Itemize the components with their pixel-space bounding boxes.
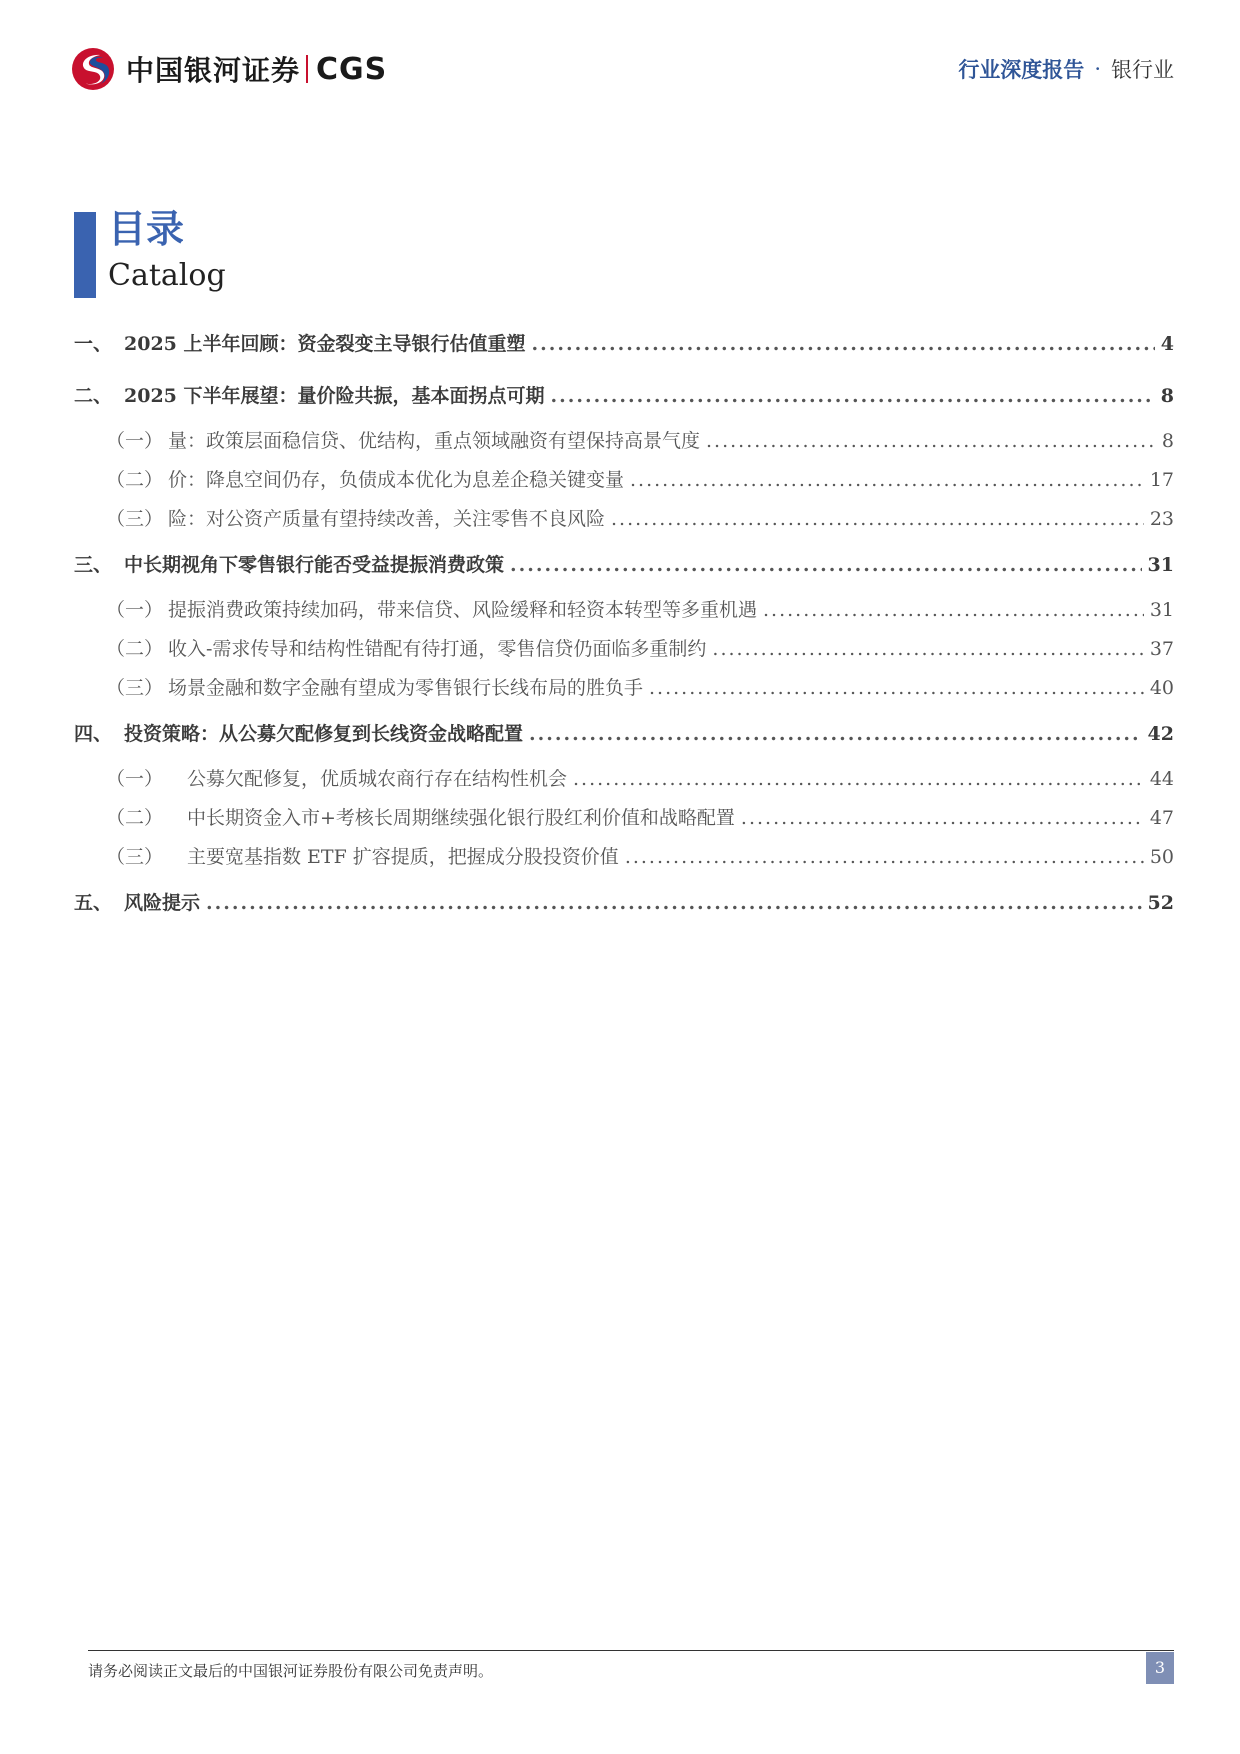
toc-subsection[interactable] (74, 799, 1174, 838)
toc-subsection[interactable] (74, 630, 1174, 669)
cgs-logo-icon (70, 46, 116, 92)
toc-entry-page: 8 (1160, 385, 1174, 407)
page-number: 3 (1146, 1652, 1174, 1684)
toc-leader-dots (706, 422, 1156, 461)
catalog-accent-bar (74, 212, 96, 298)
toc-leader-dots (573, 760, 1144, 799)
toc-entry-title: 公募欠配修复，优质城农商行存在结构性机会 (168, 768, 568, 790)
toc-leader-dots (551, 370, 1155, 422)
toc-entry-page: 44 (1149, 768, 1174, 790)
toc-leader-dots (611, 500, 1144, 539)
toc-leader-dots (510, 539, 1142, 591)
toc-entry-title: 2025 下半年展望：量价险共振，基本面拐点可期 (124, 385, 545, 407)
toc-entry-number: （一） (106, 599, 164, 621)
toc-entry-title: 量：政策层面稳信贷、优结构，重点领域融资有望保持高景气度 (168, 430, 701, 452)
toc-entry-page: 47 (1149, 807, 1174, 829)
toc-entry-page: 42 (1147, 723, 1174, 745)
toc-entry-number: （三） (106, 677, 164, 699)
toc-entry-number: （二） (106, 469, 164, 491)
toc-section[interactable] (74, 318, 1174, 370)
catalog-title-en: Catalog (108, 258, 226, 293)
toc-entry-title: 收入-需求传导和结构性错配有待打通，零售信贷仍面临多重制约 (168, 638, 707, 660)
toc-entry-page: 31 (1149, 599, 1174, 621)
toc-leader-dots (625, 838, 1144, 877)
toc-entry-page: 23 (1149, 508, 1174, 530)
toc-section[interactable] (74, 539, 1174, 591)
toc-leader-dots (741, 799, 1144, 838)
footer-divider (88, 1650, 1174, 1651)
catalog-title-cn: 目录 (108, 206, 185, 251)
toc-entry-number: 四、 (74, 723, 113, 745)
toc-entry-number: 五、 (74, 892, 113, 914)
logo-separator (306, 55, 308, 83)
toc-entry-page: 50 (1149, 846, 1174, 868)
page-header (70, 44, 1174, 94)
toc-entry-number: 一、 (74, 333, 113, 355)
report-type-label: 行业深度报告 (958, 57, 1085, 82)
toc-entry-page: 37 (1149, 638, 1174, 660)
toc-entry-number: 二、 (74, 385, 113, 407)
table-of-contents (74, 318, 1174, 929)
toc-entry-title: 中长期资金入市+考核长周期继续强化银行股红利价值和战略配置 (168, 807, 735, 829)
toc-entry-page: 8 (1161, 430, 1174, 452)
logo-chinese-name: 中国银河证券 (126, 54, 301, 87)
toc-leader-dots (206, 877, 1142, 929)
toc-leader-dots (763, 591, 1144, 630)
toc-entry-number: （一） (106, 430, 164, 452)
toc-entry-number: （一） (106, 768, 164, 790)
toc-leader-dots (630, 461, 1144, 500)
toc-entry-number: 三、 (74, 554, 113, 576)
toc-entry-title: 2025 上半年回顾：资金裂变主导银行估值重塑 (124, 333, 526, 355)
toc-entry-title: 提振消费政策持续加码，带来信贷、风险缓释和轻资本转型等多重机遇 (168, 599, 758, 621)
toc-entry-title: 险：对公资产质量有望持续改善，关注零售不良风险 (168, 508, 606, 530)
toc-entry-number: （三） (106, 508, 164, 530)
toc-leader-dots (532, 318, 1155, 370)
toc-section[interactable] (74, 708, 1174, 760)
toc-subsection[interactable] (74, 838, 1174, 877)
toc-section[interactable] (74, 877, 1174, 929)
logo-english-name: CGS (316, 51, 388, 87)
toc-section[interactable] (74, 370, 1174, 422)
toc-subsection[interactable] (74, 422, 1174, 461)
toc-entry-title: 投资策略：从公募欠配修复到长线资金战略配置 (124, 723, 524, 745)
toc-entry-page: 17 (1149, 469, 1174, 491)
toc-entry-title: 主要宽基指数 ETF 扩容提质，把握成分股投资价值 (168, 846, 619, 868)
toc-entry-number: （二） (106, 638, 164, 660)
toc-subsection[interactable] (74, 461, 1174, 500)
footer-disclaimer: 请务必阅读正文最后的中国银河证券股份有限公司免责声明。 (88, 1662, 494, 1680)
toc-subsection[interactable] (74, 760, 1174, 799)
toc-leader-dots (649, 669, 1144, 708)
toc-entry-page: 40 (1149, 677, 1174, 699)
toc-entry-title: 风险提示 (124, 892, 201, 914)
toc-subsection[interactable] (74, 591, 1174, 630)
industry-label: 银行业 (1111, 58, 1174, 82)
toc-entry-number: （三） (106, 846, 164, 868)
toc-leader-dots (529, 708, 1142, 760)
toc-entry-page: 4 (1160, 333, 1174, 355)
cgs-logo (70, 44, 387, 94)
toc-subsection[interactable] (74, 669, 1174, 708)
toc-entry-number: （二） (106, 807, 164, 829)
toc-entry-title: 中长期视角下零售银行能否受益提振消费政策 (124, 554, 505, 576)
report-type-dot: · (1094, 57, 1101, 81)
toc-entry-page: 31 (1147, 554, 1174, 576)
toc-entry-title: 场景金融和数字金融有望成为零售银行长线布局的胜负手 (168, 677, 644, 699)
toc-leader-dots (712, 630, 1143, 669)
toc-entry-page: 52 (1147, 892, 1174, 914)
toc-entry-title: 价：降息空间仍存，负债成本优化为息差企稳关键变量 (168, 469, 625, 491)
toc-subsection[interactable] (74, 500, 1174, 539)
report-type (958, 54, 1174, 84)
